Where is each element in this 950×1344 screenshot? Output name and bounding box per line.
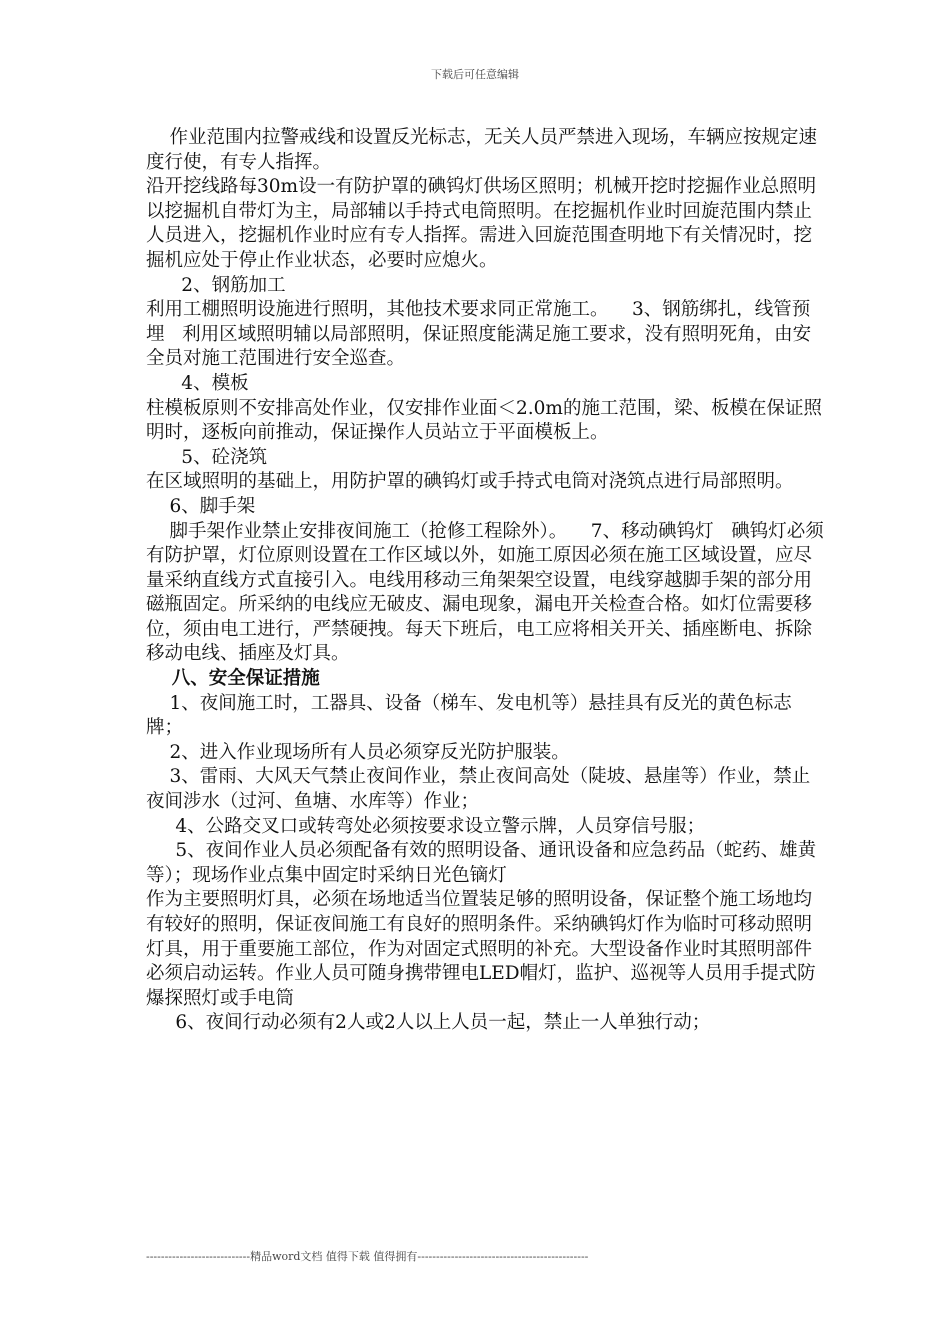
section-heading: 八、安全保证措施 — [146, 668, 320, 690]
paragraph: 沿开挖线路每30m设一有防护罩的碘钨灯供场区照明；机械开挖时挖掘作业总照明以挖掘机自带灯为主，局部辅以手持式电筒照明。在挖掘机作业时回旋范围内禁止人员进入，挖掘机作业时应有专人指挥。需进入回旋范围查明地下有关情况时，挖掘机应处于停止作业状态，必要时应熄火。 — [146, 176, 817, 271]
page-header: 下载后可任意编辑 — [431, 68, 519, 81]
paragraph: 1、夜间施工时，工器具、设备（梯车、发电机等）悬挂具有反光的黄色标志牌； — [146, 692, 792, 739]
paragraph: 3、雷雨、大风天气禁止夜间作业，禁止夜间高处（陡坡、悬崖等）作业，禁止夜间涉水（过河、鱼塘、水库等）作业； — [146, 766, 811, 813]
paragraph: 5、夜间作业人员必须配备有效的照明设备、通讯设备和应急药品（蛇药、雄黄等）；现场作业点集中固定时采纳日光色镝灯 — [146, 840, 817, 886]
paragraph: 柱模板原则不安排高处作业，仅安排作业面＜2.0m的施工范围，梁、板模在保证照明时，逐板向前推动，保证操作人员站立于平面模板上。 — [146, 397, 822, 444]
paragraph: 脚手架作业禁止安排夜间施工（抢修工程除外）。 7、移动碘钨灯 碘钨灯必须有防护罩，灯位原则设置在工作区域以外，如施工原因必须在施工区域设置，应尽量采纳直线方式直接引入。电线用移动三角架架空设置，电线穿越脚手架的部分用磁瓶固定。所采纳的电线应无破皮、漏电现象，漏电开关检查合格。如灯位需要移位，须由电工进行，严禁硬拽。每天下班后，电工应将相关开关、插座断电、拆除移动电线、插座及灯具。 — [146, 520, 824, 665]
paragraph: 6、脚手架 — [146, 495, 256, 517]
paragraph: 6、夜间行动必须有2人或2人以上人员一起，禁止一人单独行动； — [146, 1012, 711, 1034]
paragraph: 4、模板 — [146, 372, 249, 394]
paragraph: 利用工棚照明设施进行照明，其他技术要求同正常施工。 3、钢筋绑扎，线管预埋 利用区域照明辅以局部照明，保证照度能满足施工要求，没有照明死角，由安全员对施工范围进行安全巡查。 — [146, 299, 812, 370]
paragraph: 作业范围内拉警戒线和设置反光标志，无关人员严禁进入现场，车辆应按规定速度行使，有专人指挥。 — [146, 127, 818, 173]
paragraph: 5、砼浇筑 — [146, 446, 268, 468]
paragraph: 2、进入作业现场所有人员必须穿反光防护服装。 — [146, 741, 570, 763]
document-body — [146, 126, 826, 1036]
page-footer: ----------------------------精品word文档 值得下载 值得拥有---------------------------------------------- — [146, 1250, 589, 1263]
paragraph: 4、公路交叉口或转弯处必须按要求设立警示牌，人员穿信号服； — [146, 815, 706, 837]
paragraph: 作为主要照明灯具，必须在场地适当位置装足够的照明设备，保证整个施工场地均有较好的照明，保证夜间施工有良好的照明条件。采纳碘钨灯作为临时可移动照明灯具，用于重要施工部位，作为对固定式照明的补充。大型设备作业时其照明部件必须启动运转。作业人员可随身携带锂电LED帽灯，监护、巡视等人员用手提式防爆探照灯或手电筒 — [146, 889, 816, 1009]
paragraph: 在区域照明的基础上，用防护罩的碘钨灯或手持式电筒对浇筑点进行局部照明。 — [146, 471, 794, 493]
paragraph: 2、钢筋加工 — [146, 274, 286, 296]
